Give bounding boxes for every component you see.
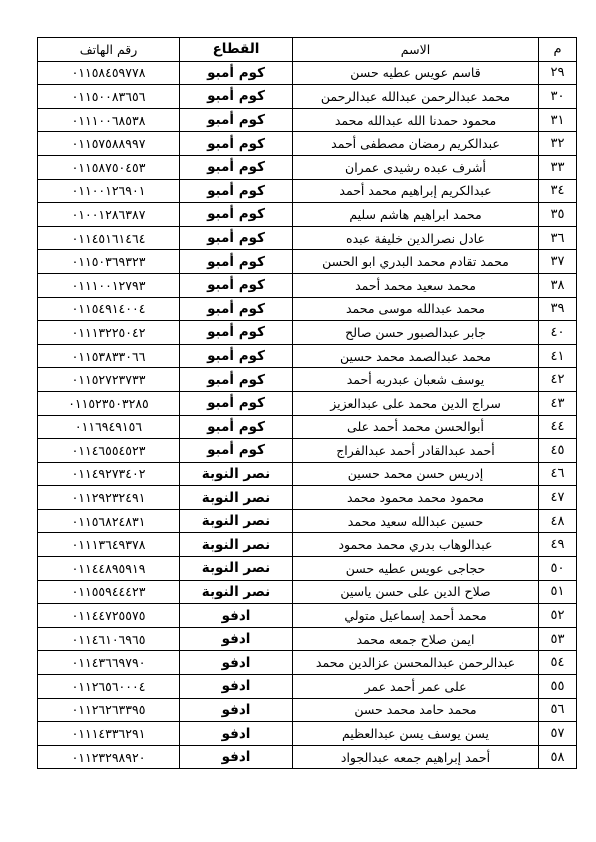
row-number: ٣٧ [539,250,577,274]
row-phone: ٠١١٥٢٣٥٠٣٢٨٥ [38,391,180,415]
table-row [38,627,577,651]
table-row [38,155,577,179]
row-phone: ٠١١١٣٦٤٩٣٧٨ [38,533,180,557]
row-sector: ادفو [180,722,293,746]
row-name: عبدالوهاب بدري محمد محمود [293,533,539,557]
row-phone: ٠١١٤٤٧٢٥٥٧٥ [38,604,180,628]
row-name: جابر عبدالصبور حسن صالح [293,321,539,345]
row-name: محمد ابراهيم هاشم سليم [293,203,539,227]
row-name: حجاجى عويس عطيه حسن [293,557,539,581]
row-phone: ٠١١٠٠١٢٦٩٠١ [38,179,180,203]
row-number: ٣٨ [539,273,577,297]
row-phone: ٠١١٥٣٨٣٣٠٦٦ [38,344,180,368]
row-sector: نصر النوبة [180,486,293,510]
table-row [38,226,577,250]
row-number: ٥٧ [539,722,577,746]
header-sector: القطاع [180,38,293,62]
table-row [38,203,577,227]
table-row [38,344,577,368]
row-name: صلاح الدين على حسن ياسين [293,580,539,604]
table-row [38,509,577,533]
row-number: ٤٦ [539,462,577,486]
table-row [38,132,577,156]
table-row [38,486,577,510]
row-phone: ٠١١٢٦٢٦٣٣٩٥ [38,698,180,722]
row-phone: ٠١١٥٠٠٨٣٦٥٦ [38,85,180,109]
row-sector: كوم أمبو [180,391,293,415]
contacts-table [37,37,577,769]
row-number: ٣٥ [539,203,577,227]
row-number: ٥٥ [539,675,577,699]
row-sector: نصر النوبة [180,509,293,533]
row-phone: ٠١١٤٤٨٩٥٩١٩ [38,557,180,581]
row-name: حسين عبدالله سعيد محمد [293,509,539,533]
table-row [38,604,577,628]
row-sector: كوم أمبو [180,61,293,85]
row-number: ٣٢ [539,132,577,156]
row-sector: كوم أمبو [180,250,293,274]
row-number: ٤٢ [539,368,577,392]
row-sector: كوم أمبو [180,85,293,109]
row-name: أحمد عبدالقادر أحمد عبدالفراج [293,439,539,463]
row-number: ٣١ [539,108,577,132]
row-phone: ٠١١١٣٢٢٥٠٤٢ [38,321,180,345]
row-name: محمد عبدالرحمن عبدالله عبدالرحمن [293,85,539,109]
row-number: ٤٧ [539,486,577,510]
table-row [38,651,577,675]
header-phone: رقم الهاتف [38,38,180,62]
row-name: محمود حمدنا الله عبدالله محمد [293,108,539,132]
row-sector: نصر النوبة [180,557,293,581]
row-sector: كوم أمبو [180,179,293,203]
row-number: ٢٩ [539,61,577,85]
table-row [38,108,577,132]
table-row [38,273,577,297]
table-row [38,297,577,321]
row-sector: نصر النوبة [180,580,293,604]
table-row [38,557,577,581]
table-header-row [38,38,577,62]
row-phone: ٠١١٥٤٩١٤٠٠٤ [38,297,180,321]
row-sector: كوم أمبو [180,321,293,345]
row-number: ٣٦ [539,226,577,250]
row-name: ايمن صلاح جمعه محمد [293,627,539,651]
row-name: محمود محمد محمود محمد [293,486,539,510]
row-number: ٤٥ [539,439,577,463]
row-name: عادل نصرالدين خليفة عبده [293,226,539,250]
row-number: ٥٤ [539,651,577,675]
row-number: ٤٤ [539,415,577,439]
row-phone: ٠١١٤٥١٦١٤٦٤ [38,226,180,250]
row-sector: ادفو [180,698,293,722]
table-row [38,61,577,85]
row-name: أبوالحسن محمد أحمد على [293,415,539,439]
row-name: على عمر أحمد عمر [293,675,539,699]
row-phone: ٠١١٥٠٣٦٩٣٢٣ [38,250,180,274]
row-phone: ٠١١٦٩٤٩١٥٦ [38,415,180,439]
row-number: ٥٨ [539,745,577,769]
row-phone: ٠١١٥٥٩٤٤٤٢٣ [38,580,180,604]
row-sector: كوم أمبو [180,273,293,297]
row-phone: ٠١١٥٢٧٢٣٧٣٣ [38,368,180,392]
table-row [38,391,577,415]
row-number: ٣٠ [539,85,577,109]
row-sector: ادفو [180,627,293,651]
row-name: يسن يوسف يسن عبدالعظيم [293,722,539,746]
row-name: يوسف شعبان عبدربه أحمد [293,368,539,392]
row-number: ٣٤ [539,179,577,203]
row-sector: كوم أمبو [180,203,293,227]
row-phone: ٠١١٢٣٢٩٨٩٢٠ [38,745,180,769]
row-number: ٣٩ [539,297,577,321]
row-sector: كوم أمبو [180,368,293,392]
table-row [38,462,577,486]
row-phone: ٠١١١٤٣٣٦٢٩١ [38,722,180,746]
table-row [38,533,577,557]
row-number: ٥٦ [539,698,577,722]
row-sector: كوم أمبو [180,108,293,132]
row-phone: ٠١١٥٨٤٥٩٧٧٨ [38,61,180,85]
row-phone: ٠١١٤٣٦٦٩٧٩٠ [38,651,180,675]
row-number: ٥١ [539,580,577,604]
row-number: ٥٢ [539,604,577,628]
header-name: الاسم [293,38,539,62]
row-name: أشرف عبده رشيدى عمران [293,155,539,179]
row-phone: ٠١١٤٦٥٥٤٥٢٣ [38,439,180,463]
row-phone: ٠١١٥٦٨٢٤٨٣١ [38,509,180,533]
row-number: ٤١ [539,344,577,368]
row-phone: ٠١١٢٦٥٦٠٠٠٤ [38,675,180,699]
table-row [38,179,577,203]
row-name: عبدالكريم رمضان مصطفى أحمد [293,132,539,156]
row-name: سراج الدين محمد على عبدالعزيز [293,391,539,415]
row-sector: نصر النوبة [180,462,293,486]
row-sector: ادفو [180,675,293,699]
row-phone: ٠١١٥٨٧٥٠٤٥٣ [38,155,180,179]
row-sector: نصر النوبة [180,533,293,557]
table-body [38,61,577,769]
table-row [38,368,577,392]
row-number: ٣٣ [539,155,577,179]
table-row [38,580,577,604]
table-row [38,85,577,109]
row-number: ٤٩ [539,533,577,557]
row-phone: ٠١٠٠١٢٨٦٣٨٧ [38,203,180,227]
row-number: ٥٠ [539,557,577,581]
table-row [38,250,577,274]
table-row [38,698,577,722]
row-name: محمد أحمد إسماعيل متولي [293,604,539,628]
table-row [38,321,577,345]
row-sector: كوم أمبو [180,344,293,368]
row-number: ٤٣ [539,391,577,415]
table-row [38,415,577,439]
row-sector: كوم أمبو [180,132,293,156]
row-name: محمد حامد محمد حسن [293,698,539,722]
row-name: محمد سعيد محمد أحمد [293,273,539,297]
row-sector: ادفو [180,651,293,675]
table-row [38,722,577,746]
row-name: أحمد إبراهيم جمعه عبدالجواد [293,745,539,769]
row-number: ٥٣ [539,627,577,651]
row-phone: ٠١١٥٧٥٨٨٩٩٧ [38,132,180,156]
row-sector: كوم أمبو [180,155,293,179]
row-sector: كوم أمبو [180,226,293,250]
row-name: محمد عبدالله موسى محمد [293,297,539,321]
row-name: محمد عبدالصمد محمد حسين [293,344,539,368]
table-row [38,745,577,769]
row-name: محمد تقادم محمد البدري ابو الحسن [293,250,539,274]
row-name: قاسم عويس عطيه حسن [293,61,539,85]
table-row [38,439,577,463]
row-phone: ٠١١٤٦١٠٦٩٦٥ [38,627,180,651]
row-phone: ٠١١١٠٠١٢٧٩٣ [38,273,180,297]
row-sector: كوم أمبو [180,439,293,463]
row-name: عبدالرحمن عبدالمحسن عزالدين محمد [293,651,539,675]
row-name: عبدالكريم إبراهيم محمد أحمد [293,179,539,203]
table-row [38,675,577,699]
row-sector: كوم أمبو [180,297,293,321]
row-number: ٤٨ [539,509,577,533]
row-sector: ادفو [180,745,293,769]
row-sector: كوم أمبو [180,415,293,439]
row-phone: ٠١١١٠٠٦٨٥٣٨ [38,108,180,132]
row-phone: ٠١١٢٩٢٣٢٤٩١ [38,486,180,510]
row-name: إدريس حسن محمد حسين [293,462,539,486]
header-num: م [539,38,577,62]
row-phone: ٠١١٤٩٢٧٣٤٠٢ [38,462,180,486]
row-sector: ادفو [180,604,293,628]
row-number: ٤٠ [539,321,577,345]
